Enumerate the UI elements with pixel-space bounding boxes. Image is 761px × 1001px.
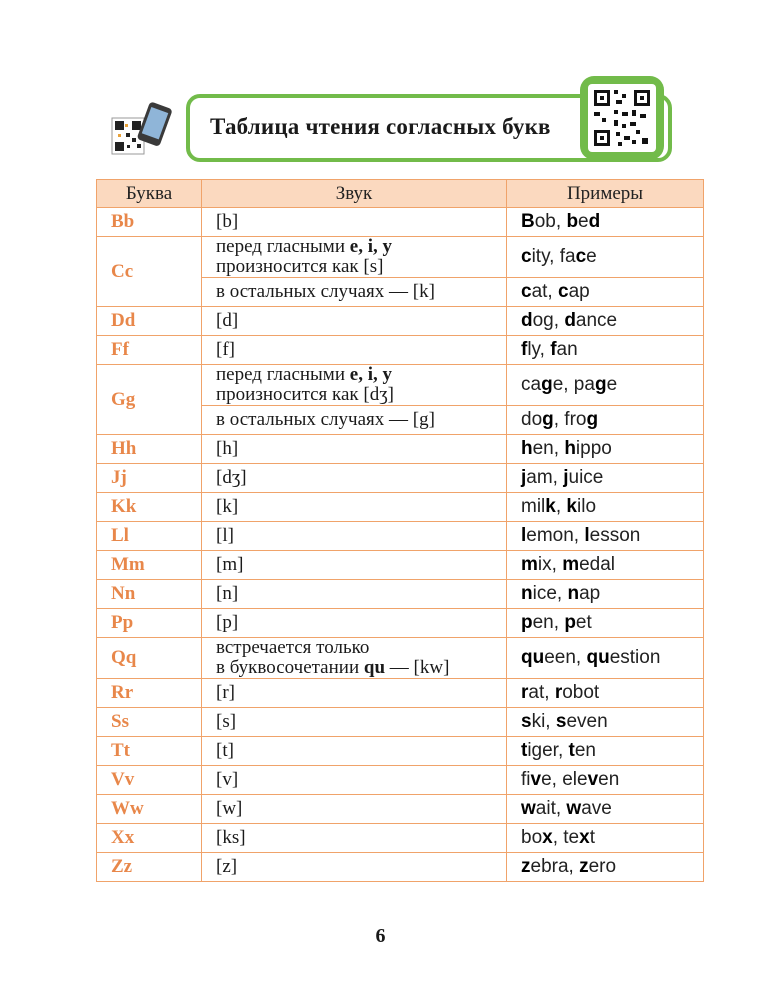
text-fragment: f	[550, 339, 557, 360]
table-row	[97, 824, 704, 853]
text-fragment: в буквосочетании	[216, 657, 364, 678]
letter-cell: Nn	[97, 580, 202, 609]
text-fragment: h	[564, 438, 576, 459]
text-fragment: m	[521, 554, 538, 575]
text-fragment: at,	[531, 281, 558, 302]
text-fragment: [t]	[216, 740, 234, 761]
text-fragment: estion	[609, 647, 661, 668]
examples-cell	[507, 522, 704, 551]
letter-cell: Bb	[97, 208, 202, 237]
text-fragment: , fro	[553, 409, 587, 430]
text-fragment: [m]	[216, 554, 244, 575]
text-fragment: p	[521, 612, 533, 633]
sound-cell	[202, 824, 507, 853]
table-row	[97, 580, 704, 609]
text-fragment: [ks]	[216, 827, 246, 848]
examples-cell	[507, 365, 704, 406]
letter-cell: Cc	[97, 237, 202, 307]
examples-cell	[507, 824, 704, 853]
table-row	[97, 365, 704, 406]
text-fragment: e	[578, 211, 589, 232]
text-fragment: esson	[589, 525, 641, 546]
text-fragment: een,	[544, 647, 587, 668]
text-fragment: qu	[363, 657, 386, 678]
sound-cell	[202, 551, 507, 580]
text-fragment: [r]	[216, 682, 235, 703]
examples-cell	[507, 708, 704, 737]
consonant-reading-table	[96, 179, 704, 882]
table-row	[97, 208, 704, 237]
examples-cell	[507, 766, 704, 795]
text-fragment: am,	[526, 467, 564, 488]
letter-cell: Rr	[97, 679, 202, 708]
examples-cell	[507, 307, 704, 336]
examples-cell	[507, 278, 704, 307]
text-fragment: ity, fa	[531, 246, 576, 267]
text-fragment: c	[557, 281, 569, 302]
phone-scan-icon	[110, 100, 174, 158]
letter-cell: Ww	[97, 795, 202, 824]
text-fragment: h	[521, 438, 533, 459]
text-fragment: ob,	[534, 211, 567, 232]
sound-cell	[202, 464, 507, 493]
sound-cell	[202, 208, 507, 237]
examples-cell	[507, 493, 704, 522]
examples-cell	[507, 638, 704, 679]
text-fragment: l	[584, 525, 590, 546]
text-fragment: встречается только	[216, 637, 370, 658]
text-fragment: fi	[521, 769, 531, 790]
table-row	[97, 609, 704, 638]
sound-cell	[202, 237, 507, 278]
letter-cell: Hh	[97, 435, 202, 464]
column-header-sound: Звук	[202, 180, 507, 208]
text-fragment: [w]	[216, 798, 243, 819]
text-fragment: [z]	[216, 856, 238, 877]
sound-cell	[202, 406, 507, 435]
text-fragment: [v]	[216, 769, 239, 790]
text-fragment: r	[554, 682, 563, 703]
sound-cell	[202, 679, 507, 708]
text-fragment: v	[530, 769, 542, 790]
text-fragment: uice	[568, 467, 604, 488]
text-fragment: n	[521, 583, 533, 604]
sound-cell	[202, 708, 507, 737]
examples-cell	[507, 406, 704, 435]
text-fragment: g	[594, 374, 607, 395]
text-fragment: edal	[579, 554, 616, 575]
text-fragment: ebra,	[530, 856, 580, 877]
text-fragment: d	[588, 211, 601, 232]
qr-code-icon	[588, 84, 656, 152]
sound-cell	[202, 766, 507, 795]
text-fragment: B	[521, 211, 535, 232]
examples-cell	[507, 795, 704, 824]
letter-cell: Zz	[97, 853, 202, 882]
letter-cell: Xx	[97, 824, 202, 853]
table-header-row	[97, 180, 704, 208]
text-fragment: [p]	[216, 612, 239, 633]
text-fragment: g	[541, 374, 553, 395]
text-fragment: f	[521, 339, 528, 360]
text-fragment: e, ele	[541, 769, 588, 790]
table-row	[97, 737, 704, 766]
text-fragment: ance	[575, 310, 618, 331]
examples-cell	[507, 737, 704, 766]
table-row	[97, 638, 704, 679]
letter-cell: Ff	[97, 336, 202, 365]
table-row	[97, 522, 704, 551]
text-fragment: et	[575, 612, 592, 633]
page-number: 6	[375, 925, 386, 947]
table-row	[97, 853, 704, 882]
column-header-examples: Примеры	[507, 180, 704, 208]
letter-cell: Jj	[97, 464, 202, 493]
text-fragment: t	[568, 740, 575, 761]
text-fragment: [f]	[216, 339, 235, 360]
text-fragment: — [kw]	[385, 657, 450, 678]
text-fragment: в остальных случаях — [k]	[216, 281, 435, 302]
text-fragment: ly,	[527, 339, 551, 360]
letter-cell: Kk	[97, 493, 202, 522]
letter-cell: Ss	[97, 708, 202, 737]
text-fragment: t	[589, 827, 595, 848]
text-fragment: произносится как [dʒ]	[216, 384, 394, 405]
table-row	[97, 307, 704, 336]
letter-cell: Vv	[97, 766, 202, 795]
table-row	[97, 493, 704, 522]
examples-cell	[507, 464, 704, 493]
text-fragment: [n]	[216, 583, 239, 604]
text-fragment: n	[567, 583, 580, 604]
text-fragment: ippo	[575, 438, 612, 459]
sound-cell	[202, 795, 507, 824]
text-fragment: e	[606, 374, 618, 395]
text-fragment: k	[566, 496, 577, 517]
text-fragment: v	[587, 769, 599, 790]
examples-cell	[507, 679, 704, 708]
letter-cell: Gg	[97, 365, 202, 435]
text-fragment: e, i, y	[349, 364, 392, 385]
text-fragment: ,	[555, 496, 567, 517]
text-fragment: в остальных случаях — [g]	[216, 409, 435, 430]
sound-cell	[202, 278, 507, 307]
table-row	[97, 708, 704, 737]
qr-code[interactable]	[588, 84, 656, 152]
text-fragment: z	[579, 856, 589, 877]
text-fragment: ix,	[537, 554, 563, 575]
text-fragment: mil	[521, 496, 546, 517]
text-fragment: en,	[532, 612, 565, 633]
text-fragment: s	[521, 711, 532, 732]
examples-cell	[507, 208, 704, 237]
examples-cell	[507, 551, 704, 580]
sound-cell	[202, 638, 507, 679]
sound-cell	[202, 435, 507, 464]
text-fragment: e, pa	[552, 374, 595, 395]
text-fragment: an	[556, 339, 578, 360]
text-fragment: g	[586, 409, 599, 430]
text-fragment: og,	[532, 310, 565, 331]
sound-cell	[202, 336, 507, 365]
table-row	[97, 679, 704, 708]
text-fragment: c	[575, 246, 587, 267]
text-fragment: [d]	[216, 310, 239, 331]
page-header	[0, 0, 761, 180]
table-row	[97, 766, 704, 795]
text-fragment: e, i, y	[349, 236, 392, 257]
table-row	[97, 464, 704, 493]
text-fragment: at,	[528, 682, 555, 703]
text-fragment: перед гласными	[216, 364, 350, 385]
examples-cell	[507, 853, 704, 882]
column-header-letter: Буква	[97, 180, 202, 208]
text-fragment: j	[563, 467, 569, 488]
text-fragment: emon,	[526, 525, 585, 546]
letter-cell: Tt	[97, 737, 202, 766]
text-fragment: j	[521, 467, 527, 488]
text-fragment: [l]	[216, 525, 234, 546]
examples-cell	[507, 435, 704, 464]
examples-cell	[507, 336, 704, 365]
text-fragment: iger,	[527, 740, 569, 761]
text-fragment: b	[566, 211, 579, 232]
text-fragment: even	[566, 711, 608, 732]
text-fragment: ero	[588, 856, 617, 877]
table-row	[97, 336, 704, 365]
text-fragment: g	[542, 409, 554, 430]
text-fragment: s	[555, 711, 567, 732]
table-row	[97, 435, 704, 464]
table-row	[97, 551, 704, 580]
text-fragment: k	[545, 496, 556, 517]
text-fragment: en	[574, 740, 596, 761]
text-fragment: r	[521, 682, 529, 703]
text-fragment: w	[566, 798, 582, 819]
text-fragment: [k]	[216, 496, 239, 517]
table-row	[97, 237, 704, 278]
text-fragment: [h]	[216, 438, 239, 459]
letter-cell: Ll	[97, 522, 202, 551]
examples-cell	[507, 580, 704, 609]
text-fragment: ap	[568, 281, 590, 302]
text-fragment: bo	[521, 827, 543, 848]
letter-cell: Pp	[97, 609, 202, 638]
text-fragment: p	[564, 612, 576, 633]
sound-cell	[202, 493, 507, 522]
table-row	[97, 795, 704, 824]
letter-cell: Qq	[97, 638, 202, 679]
text-fragment: qu	[521, 647, 545, 668]
text-fragment: do	[521, 409, 543, 430]
text-fragment: w	[521, 798, 536, 819]
qr-code-frame[interactable]	[580, 76, 664, 160]
examples-cell	[507, 237, 704, 278]
sound-cell	[202, 609, 507, 638]
text-fragment: obot	[562, 682, 600, 703]
text-fragment: перед гласными	[216, 236, 350, 257]
text-fragment: [dʒ]	[216, 467, 247, 488]
sound-cell	[202, 580, 507, 609]
sound-cell	[202, 522, 507, 551]
text-fragment: ca	[521, 374, 542, 395]
text-fragment: x	[579, 827, 590, 848]
text-fragment: произносится как [s]	[216, 256, 384, 277]
text-fragment: ilo	[577, 496, 597, 517]
text-fragment: [b]	[216, 211, 239, 232]
text-fragment: e	[586, 246, 597, 267]
text-fragment: t	[521, 740, 528, 761]
text-fragment: en	[598, 769, 620, 790]
text-fragment: d	[564, 310, 576, 331]
text-fragment: en,	[532, 438, 565, 459]
text-fragment: c	[521, 281, 532, 302]
page-title: Таблица чтения согласных букв	[210, 114, 551, 139]
text-fragment: d	[521, 310, 533, 331]
text-fragment: z	[521, 856, 531, 877]
text-fragment: ait,	[535, 798, 567, 819]
text-fragment: x	[542, 827, 553, 848]
sound-cell	[202, 737, 507, 766]
letter-cell: Dd	[97, 307, 202, 336]
text-fragment: c	[521, 246, 532, 267]
text-fragment: [s]	[216, 711, 237, 732]
text-fragment: m	[562, 554, 580, 575]
text-fragment: ice,	[532, 583, 568, 604]
sound-cell	[202, 307, 507, 336]
text-fragment: , te	[552, 827, 580, 848]
sound-cell	[202, 853, 507, 882]
examples-cell	[507, 609, 704, 638]
text-fragment: ave	[581, 798, 612, 819]
sound-cell	[202, 365, 507, 406]
text-fragment: qu	[586, 647, 610, 668]
text-fragment: ap	[579, 583, 601, 604]
text-fragment: ki,	[531, 711, 556, 732]
letter-cell: Mm	[97, 551, 202, 580]
text-fragment: l	[521, 525, 527, 546]
table-body	[97, 208, 704, 882]
